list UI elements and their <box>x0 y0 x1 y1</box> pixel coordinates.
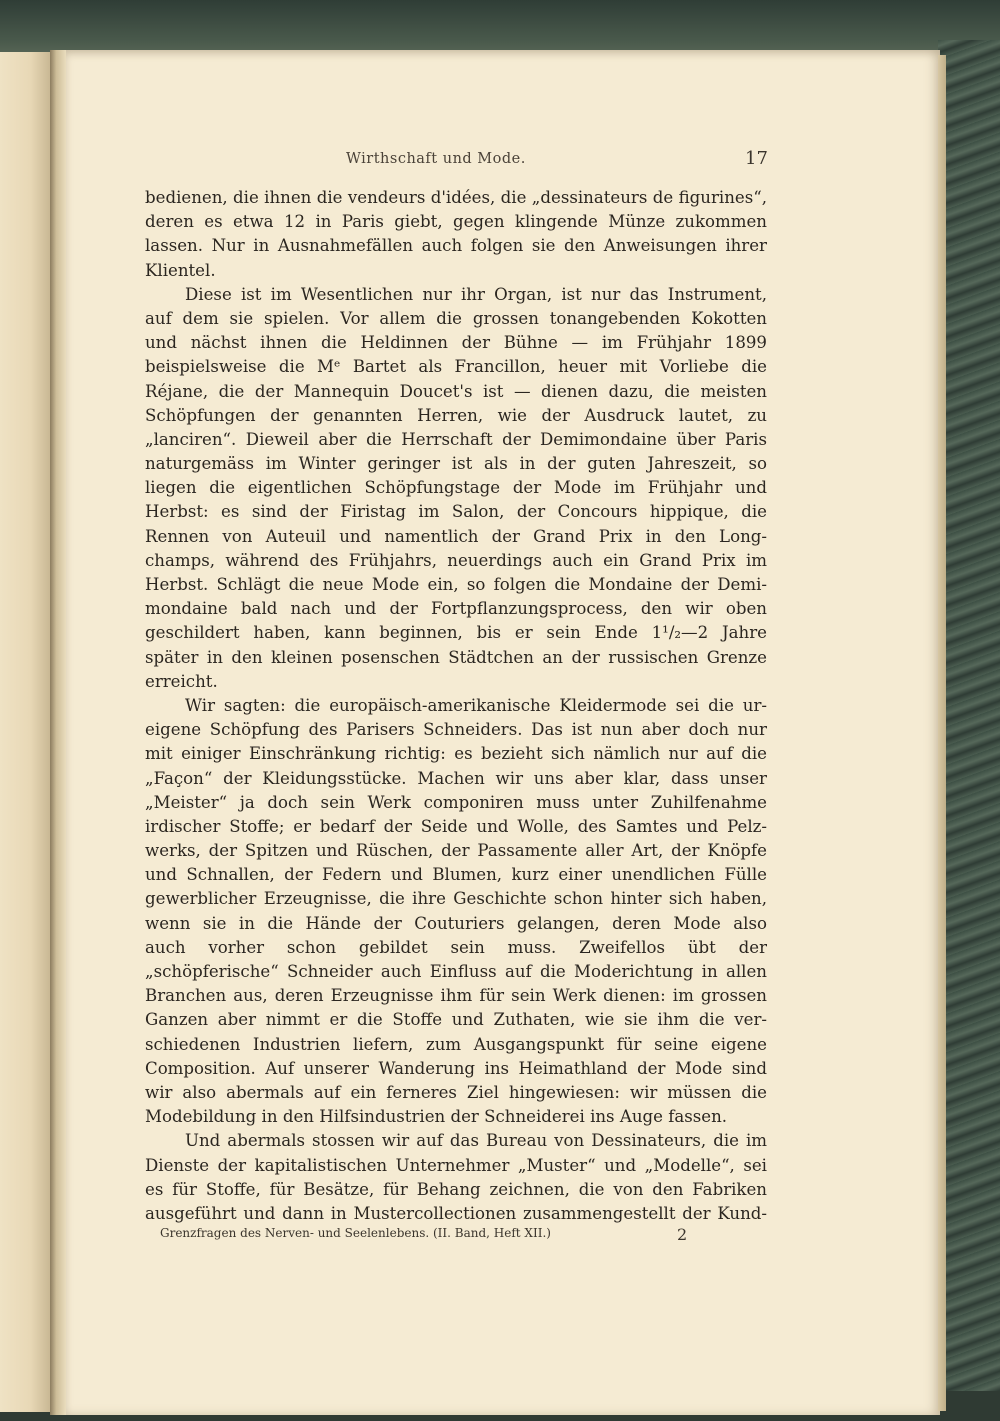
text-line: Schöpfungen der genannten Herren, wie der Ausdruck lautet, zu <box>145 405 767 425</box>
signature-mark: 2 <box>677 1225 688 1244</box>
text-line: ausgeführt und dann in Mustercollectionen zusammengestellt der Kund- <box>145 1203 767 1223</box>
text-line: bedienen, die ihnen die vendeurs d'idées, die „dessinateurs de figurines“, <box>145 188 767 207</box>
text-line: Réjane, die der Mannequin Doucet's ist — dienen dazu, die meisten <box>145 381 767 401</box>
text-line: liegen die eigentlichen Schöpfungstage der Mode im Frühjahr und <box>145 478 767 498</box>
page-number: 17 <box>745 148 768 169</box>
text-line: später in den kleinen posenschen Städtchen an der russischen Grenze <box>145 647 767 667</box>
page-edge <box>938 55 946 1411</box>
body-text <box>145 186 767 1226</box>
text-line: Klientel. <box>145 260 216 280</box>
text-line: Wir sagten: die europäisch-amerikanische Kleidermode sei die ur- <box>185 695 767 715</box>
text-line: erreicht. <box>145 671 218 691</box>
text-line: auch vorher schon gebildet sein muss. Zweifellos übt der <box>145 937 767 957</box>
text-line: Composition. Auf unserer Wanderung ins Heimathland der Mode sind <box>145 1058 767 1078</box>
text-line: Diese ist im Wesentlichen nur ihr Organ, ist nur das Instrument, <box>185 284 767 304</box>
text-line: „Façon“ der Kleidungsstücke. Machen wir uns aber klar, dass unser <box>145 768 767 788</box>
text-line: Branchen aus, deren Erzeugnisse ihm für sein Werk dienen: im grossen <box>145 986 767 1006</box>
text-line: Dienste der kapitalistischen Unternehmer „Muster“ und „Modelle“, sei <box>145 1155 767 1175</box>
text-line: und nächst ihnen die Heldinnen der Bühne — im Frühjahr 1899 <box>145 333 767 353</box>
text-line: Und abermals stossen wir auf das Bureau von Dessinateurs, die im <box>185 1131 767 1151</box>
text-line: irdischer Stoffe; er bedarf der Seide und Wolle, des Samtes und Pelz- <box>145 816 767 836</box>
text-line: geschildert haben, kann beginnen, bis er sein Ende 1¹/₂—2 Jahre <box>145 623 767 643</box>
text-line: champs, während des Frühjahrs, neuerdings auch ein Grand Prix im <box>145 550 767 570</box>
text-line: eigene Schöpfung des Parisers Schneiders. Das ist nun aber doch nur <box>145 720 767 740</box>
text-line: „schöpferische“ Schneider auch Einfluss auf die Moderichtung in allen <box>145 962 767 981</box>
text-line: „Meister“ ja doch sein Werk componiren muss unter Zuhilfenahme <box>145 792 767 812</box>
text-line: werks, der Spitzen und Rüschen, der Passamente aller Art, der Knöpfe <box>145 841 767 861</box>
text-line: mit einiger Einschränkung richtig: es bezieht sich nämlich nur auf die <box>145 744 767 764</box>
text-line: Herbst: es sind der Firistag im Salon, der Concours hippique, die <box>145 502 767 522</box>
running-head: Wirthschaft und Mode. <box>346 151 526 167</box>
text-line: Herbst. Schlägt die neue Mode ein, so folgen die Mondaine der Demi- <box>145 575 767 594</box>
text-line: deren es etwa 12 in Paris giebt, gegen klingende Münze zukommen <box>145 212 767 232</box>
text-line: „lanciren“. Dieweil aber die Herrschaft der Demimondaine über Paris <box>145 429 767 449</box>
footer-series: Grenzfragen des Nerven- und Seelenlebens. (II. Band, Heft XII.) <box>160 1226 551 1240</box>
text-line: und Schnallen, der Federn und Blumen, kurz einer unendlichen Fülle <box>145 865 767 885</box>
text-line: wenn sie in die Hände der Couturiers gelangen, deren Mode also <box>145 913 767 933</box>
text-line: naturgemäss im Winter geringer ist als in der guten Jahreszeit, so <box>145 454 767 474</box>
facing-page-edge <box>0 52 50 1412</box>
book-cover-right <box>938 40 1000 1421</box>
text-line: schiedenen Industrien liefern, zum Ausgangspunkt für seine eigene <box>145 1034 767 1054</box>
text-line: wir also abermals auf ein ferneres Ziel hingewiesen: wir müssen die <box>145 1082 767 1102</box>
text-line: beispielsweise die Mᵉ Bartet als Francillon, heuer mit Vorliebe die <box>145 357 767 377</box>
text-line: lassen. Nur in Ausnahmefällen auch folgen sie den Anweisungen ihrer <box>145 236 767 256</box>
text-line: Rennen von Auteuil und namentlich der Grand Prix in den Long- <box>145 526 767 546</box>
text-line: Ganzen aber nimmt er die Stoffe und Zuthaten, wie sie ihm die ver- <box>145 1010 767 1030</box>
text-line: Modebildung in den Hilfsindustrien der Schneiderei ins Auge fassen. <box>145 1107 728 1127</box>
text-line: gewerblicher Erzeugnisse, die ihre Geschichte schon hinter sich haben, <box>145 889 767 909</box>
text-line: mondaine bald nach und der Fortpflanzungsprocess, den wir oben <box>145 599 767 619</box>
text-line: auf dem sie spielen. Vor allem die grossen tonangebenden Kokotten <box>145 308 767 328</box>
text-line: es für Stoffe, für Besätze, für Behang zeichnen, die von den Fabriken <box>145 1179 767 1199</box>
